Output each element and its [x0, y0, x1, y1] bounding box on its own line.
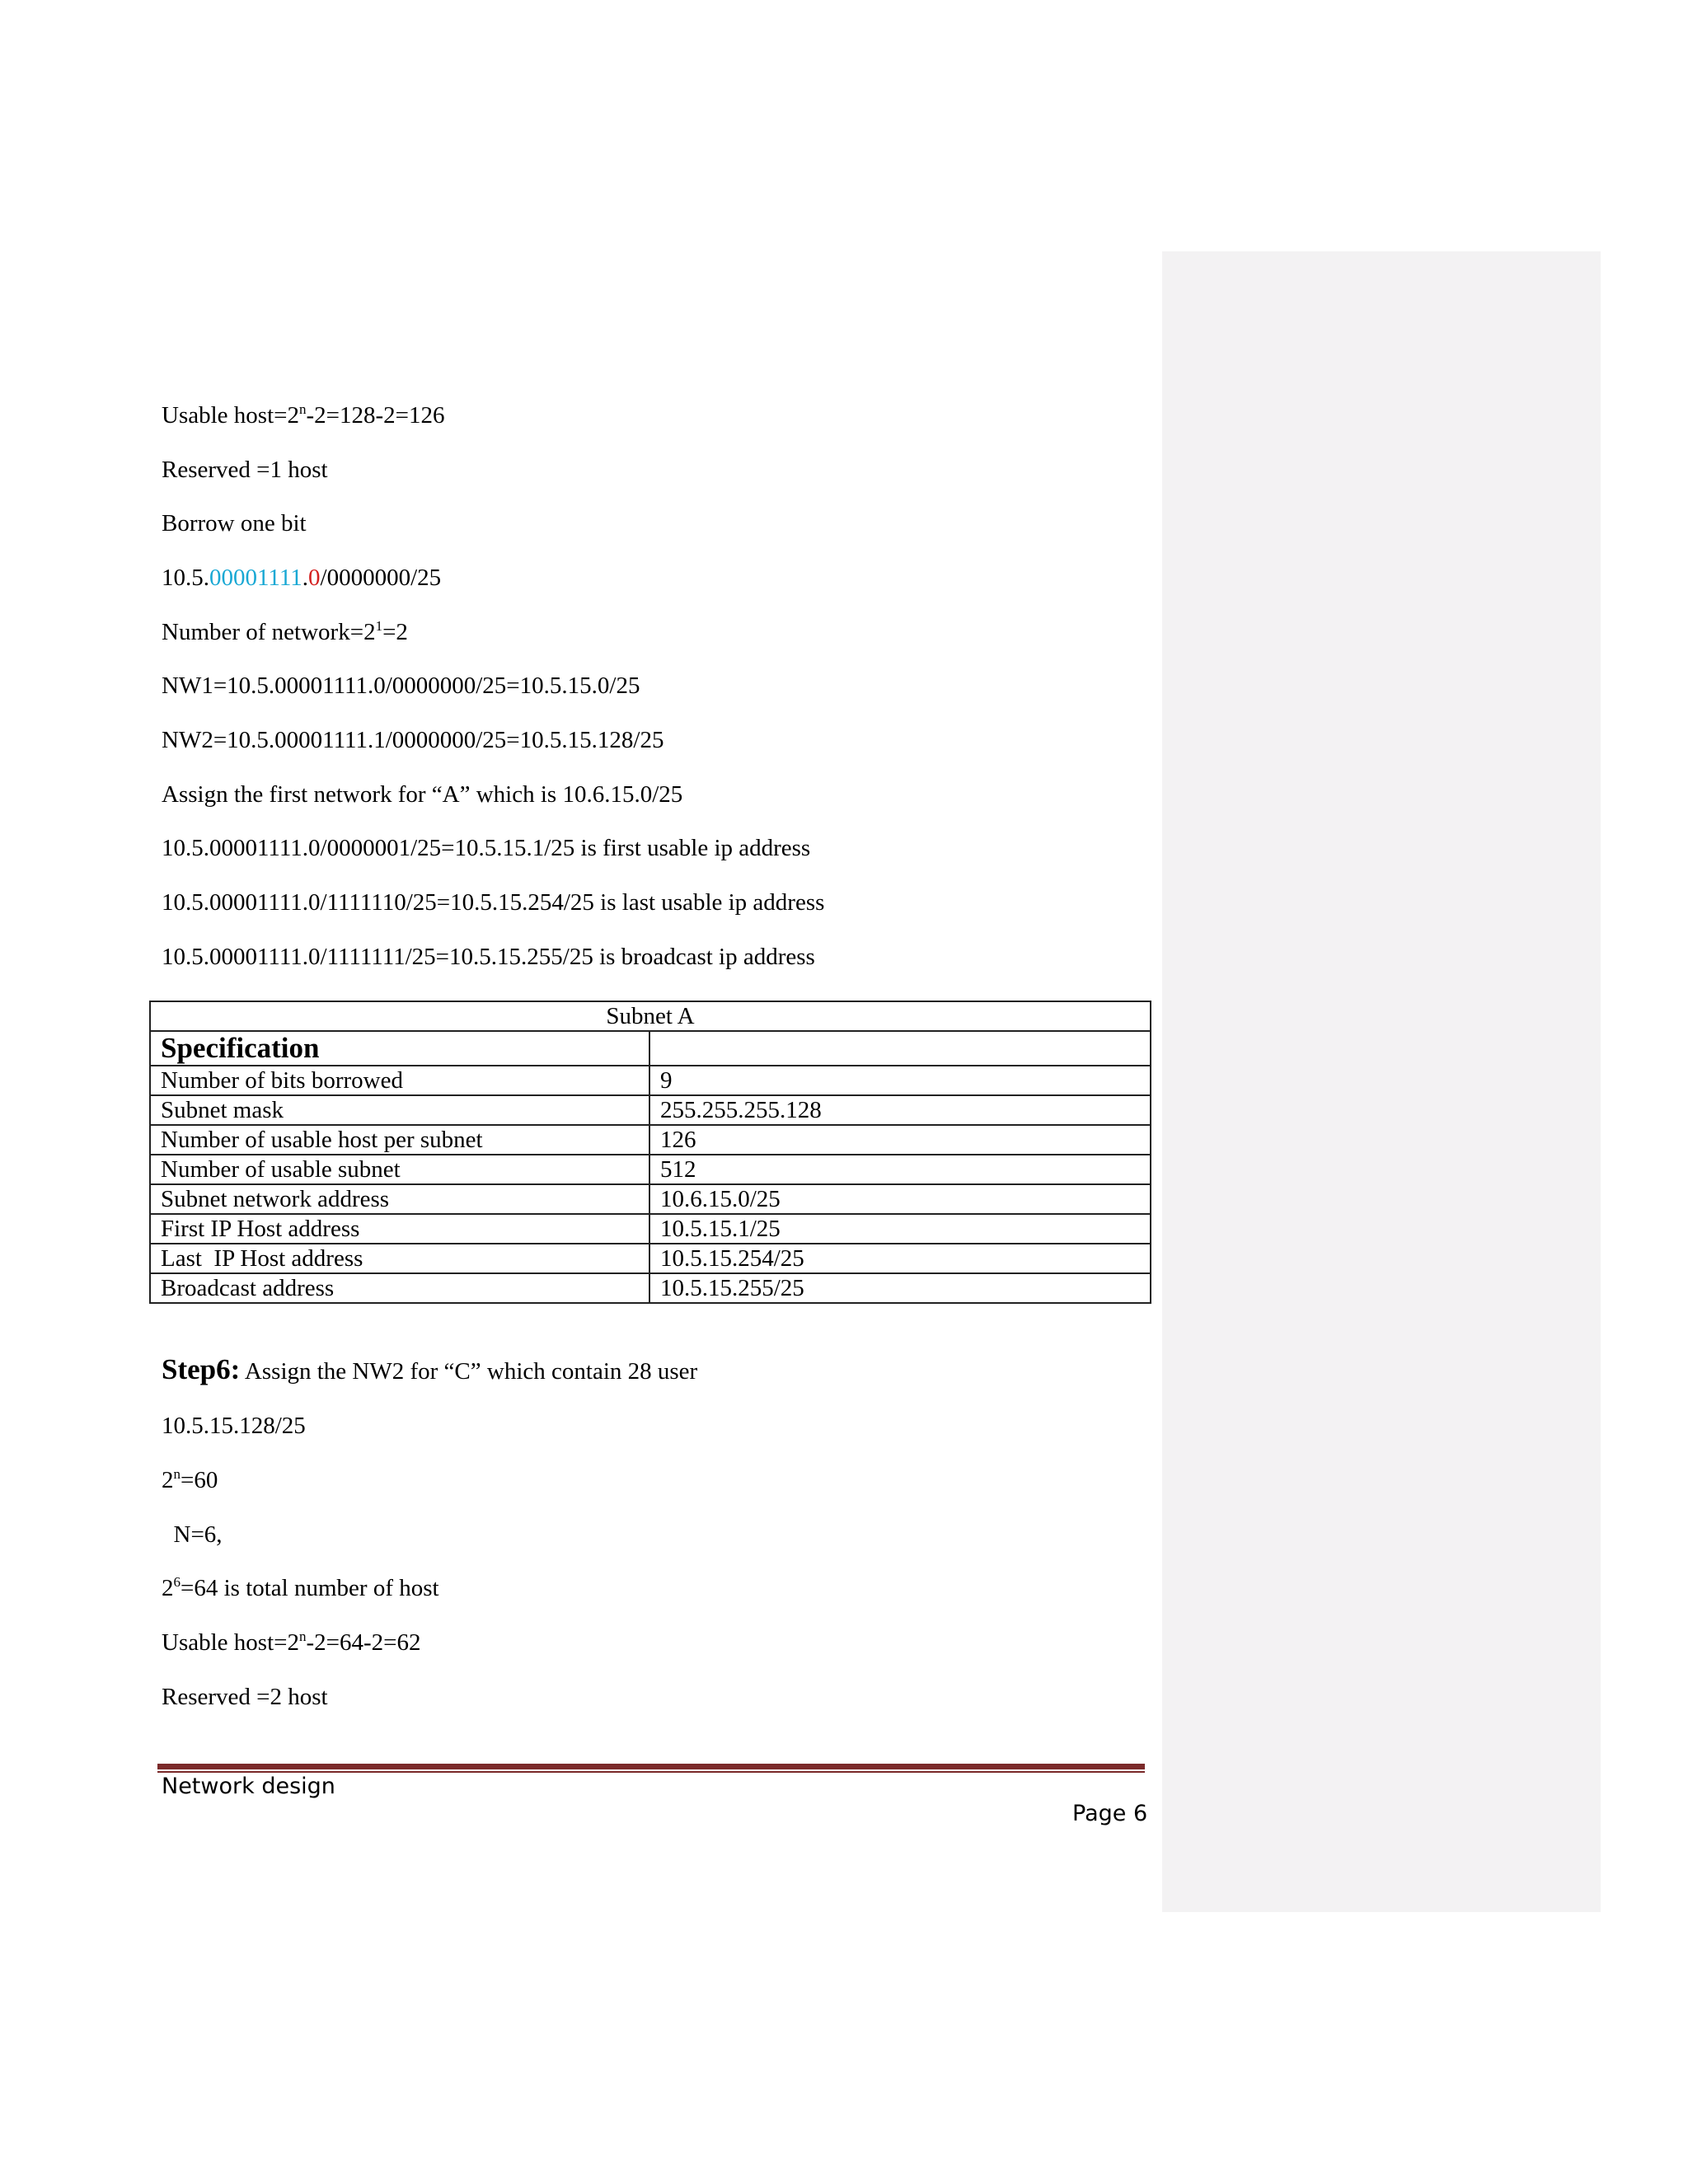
subnet-table — [149, 1001, 1151, 1304]
network-bits: 00001111 — [209, 565, 302, 591]
table-row — [150, 1066, 1151, 1095]
usable-host-line: Usable $host=2^n-2=128-2=126$ — [162, 401, 445, 429]
n-line: N=6, — [162, 1521, 223, 1548]
table-cell-label: First IP Host address — [150, 1214, 649, 1244]
table-title: Subnet A — [150, 1001, 1151, 1031]
borrow-line: Borrow one bit — [162, 510, 307, 537]
reserved-line-2: Reserved =2 host — [162, 1684, 328, 1710]
page-number: Page 6 — [1072, 1801, 1148, 1826]
table-cell-label: Subnet network address — [150, 1184, 649, 1214]
table-row — [150, 1095, 1151, 1125]
table-cell-value: 10.5.15.254/25 — [649, 1244, 1151, 1273]
table-cell-label: Number of bits borrowed — [150, 1066, 649, 1095]
table-row — [150, 1184, 1151, 1214]
table-cell-label: Broadcast address — [150, 1273, 649, 1303]
borrowed-bit: 0 — [308, 565, 321, 591]
number-of-network-line: Number of $network=2^1=2$ — [162, 618, 408, 645]
table-header-row — [150, 1031, 1151, 1066]
nw2-address-line: 10.5.15.128/25 — [162, 1413, 306, 1439]
table-row — [150, 1244, 1151, 1273]
table-row — [150, 1125, 1151, 1155]
power-line: $2^n=60$ — [162, 1466, 218, 1493]
step6-line: Step6: Assign the NW2 for “C” which contain 28 user — [162, 1353, 698, 1385]
last-usable-line: 10.5.00001111.0/1111110/25=10.5.15.254/25 is last usable ip address — [162, 889, 825, 916]
spec-header: Specification — [150, 1031, 649, 1066]
table-row — [150, 1214, 1151, 1244]
table-cell-label: Last IP Host address — [150, 1244, 649, 1273]
broadcast-line: 10.5.00001111.0/1111111/25=10.5.15.255/25 is broadcast ip address — [162, 944, 815, 970]
table-cell-value: 255.255.255.128 — [649, 1095, 1151, 1125]
nw1-line: NW1=10.5.00001111.0/0000000/25=10.5.15.0/25 — [162, 673, 640, 699]
footer-title: Network design — [162, 1774, 335, 1799]
footer-rule — [157, 1764, 1145, 1773]
table-cell-label: Number of usable host per subnet — [150, 1125, 649, 1155]
total-host-line: $2^6=64$ is total number of host — [162, 1574, 439, 1601]
table-title-row — [150, 1001, 1151, 1031]
table-cell-value: 126 — [649, 1125, 1151, 1155]
usable-host-line-2: Usable $host=2^n-2=64-2=62$ — [162, 1629, 421, 1656]
first-usable-line: 10.5.00001111.0/0000001/25=10.5.15.1/25 is first usable ip address — [162, 835, 811, 861]
table-cell-value: 10.5.15.1/25 — [649, 1214, 1151, 1244]
step-label: Step6: — [162, 1353, 241, 1385]
assign-line: Assign the first network for “A” which is 10.6.15.0/25 — [162, 781, 683, 808]
table-row — [150, 1155, 1151, 1184]
nw2-line: NW2=10.5.00001111.1/0000000/25=10.5.15.128/25 — [162, 727, 664, 753]
table-cell-label: Subnet mask — [150, 1095, 649, 1125]
spec-header-empty — [649, 1031, 1151, 1066]
comment-pane — [1162, 251, 1601, 1912]
reserved-line: Reserved =1 host — [162, 457, 328, 483]
table-cell-value: 512 — [649, 1155, 1151, 1184]
table-cell-label: Number of usable subnet — [150, 1155, 649, 1184]
table-cell-value: 10.5.15.255/25 — [649, 1273, 1151, 1303]
table-row — [150, 1273, 1151, 1303]
table-cell-value: 10.6.15.0/25 — [649, 1184, 1151, 1214]
table-cell-value: 9 — [649, 1066, 1151, 1095]
ip-binary-line: 10.5.00001111.0/0000000/25 — [162, 565, 442, 591]
